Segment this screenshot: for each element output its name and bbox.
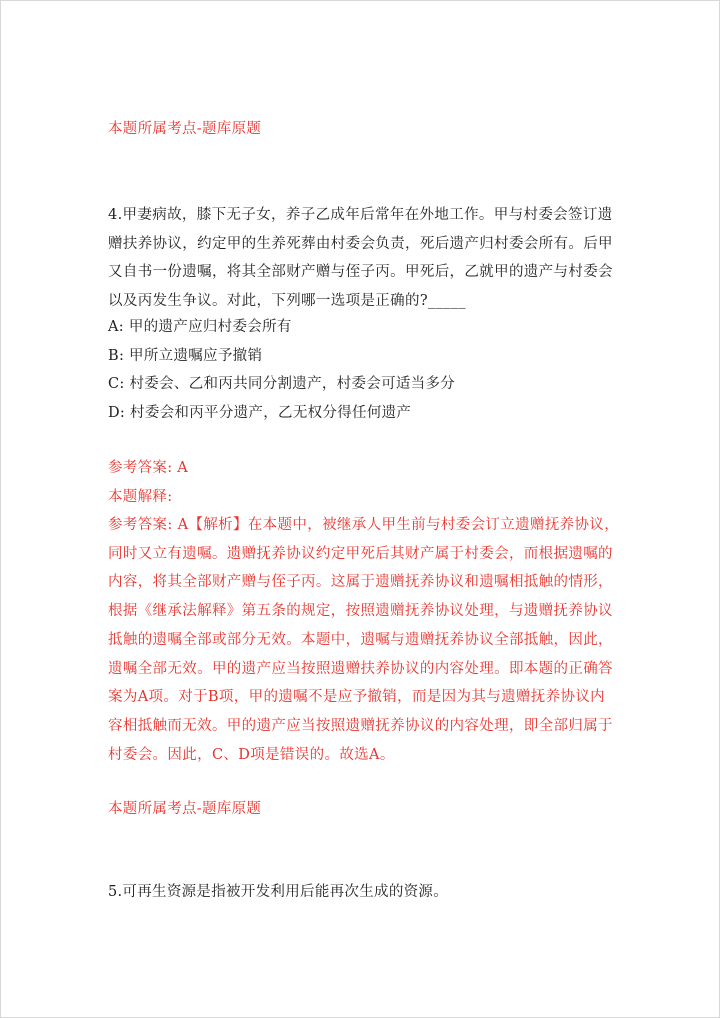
explanation-line: 参考答案: A【解析】在本题中，被继承人甲生前与村委会订立遗赠抚养协议， — [108, 517, 620, 533]
explanation-heading: 本题解释: — [108, 489, 173, 505]
question-4-stem-line: 赠扶养协议，约定甲的生养死葬由村委会负责，死后遗产归村委会所有。后甲 — [108, 235, 613, 252]
option-d: D: 村委会和丙平分遗产，乙无权分得任何遗产 — [108, 405, 412, 421]
question-4-stem-line: 又自书一份遗嘱，将其全部财产赠与侄子丙。甲死后，乙就甲的遗产与村委会 — [108, 264, 613, 281]
explanation-line: 容相抵触而无效。甲的遗产应当按照遗赠抚养协议的内容处理，即全部归属于 — [108, 717, 613, 734]
q4-source-label: 本题所属考点-题库原题 — [108, 801, 262, 817]
q3-source-label: 本题所属考点-题库原题 — [108, 121, 262, 137]
explanation-line: 根据《继承法解释》第五条的规定，按照遗赠抚养协议处理，与遗赠抚养协议 — [108, 603, 613, 620]
reference-answer: 参考答案: A — [108, 460, 189, 476]
explanation-body — [108, 511, 620, 769]
question-4-stem-line: 4.甲妻病故，膝下无子女，养子乙成年后常年在外地工作。甲与村委会签订遗 — [108, 207, 613, 223]
explanation-line: 同时又立有遗嘱。遗赠抚养协议约定甲死后其财产属于村委会，而根据遗嘱的 — [108, 545, 613, 562]
explanation-line: 抵触的遗嘱全部或部分无效。本题中，遗嘱与遗赠抚养协议全部抵触，因此， — [108, 631, 613, 648]
question-4-stem — [108, 201, 616, 316]
option-b: B: 甲所立遗嘱应予撤销 — [108, 348, 263, 364]
explanation-line: 案为A项。对于B项，甲的遗嘱不是应予撤销，而是因为其与遗赠抚养协议内 — [108, 689, 606, 706]
explanation-line: 内容，将其全部财产赠与侄子丙。这属于遗赠抚养协议和遗嘱相抵触的情形， — [108, 574, 613, 591]
option-a: A: 甲的遗产应归村委会所有 — [108, 319, 292, 335]
explanation-line: 遗嘱全部无效。甲的遗产应当按照遗赠扶养协议的内容处理。即本题的正确答 — [108, 660, 613, 677]
question-5-stem: 5.可再生资源是指被开发利用后能再次生成的资源。 — [108, 884, 449, 900]
explanation-line: 村委会。因此，C、D项是错误的。故选A。 — [108, 746, 395, 763]
option-c: C: 村委会、乙和丙共同分割遗产，村委会可适当多分 — [108, 376, 456, 392]
question-4-stem-line: 以及丙发生争议。对此，下列哪一选项是正确的?_____ — [108, 293, 466, 310]
